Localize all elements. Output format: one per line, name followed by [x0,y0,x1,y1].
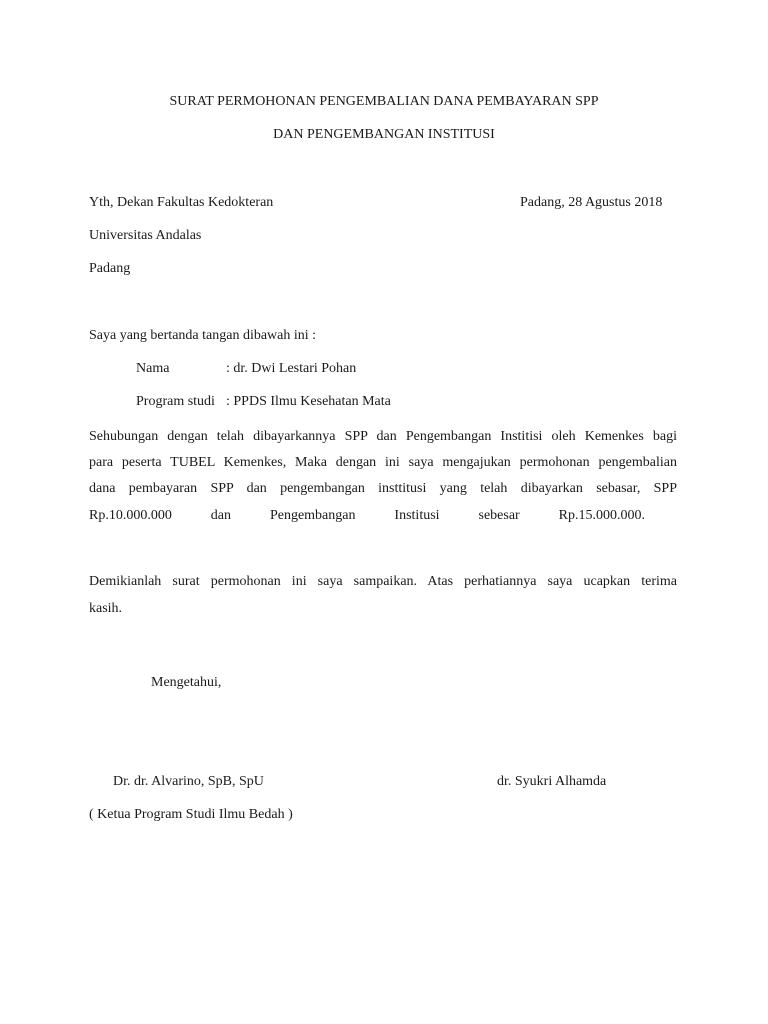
place-date: Padang, 28 Agustus 2018 [520,195,663,210]
recipient-line1: Yth, Dekan Fakultas Kedokteran [89,195,274,210]
recipient-line3: Padang [89,261,131,276]
paragraph2-line: kasih. [89,601,123,616]
field-value-name: : dr. Dwi Lestari Pohan [226,361,357,376]
signatory-left-role: ( Ketua Program Studi Ilmu Bedah ) [89,807,293,822]
intro-text: Saya yang bertanda tangan dibawah ini : [89,328,317,343]
paragraph1-line: Sehubungan dengan telah dibayarkannya SPP dan Pengembangan Institisi oleh Kemenkes bagi [89,429,677,444]
field-value-program: : PPDS Ilmu Kesehatan Mata [226,394,391,409]
recipient-line2: Universitas Andalas [89,228,202,243]
acknowledged-label: Mengetahui, [151,675,222,690]
paragraph1-line: para peserta TUBEL Kemenkes, Maka dengan ini saya mengajukan permohonan pengembalian [89,455,677,470]
field-label-name: Nama [136,361,170,376]
field-label-program: Program studi [136,394,215,409]
letter-title-line2: DAN PENGEMBANGAN INSTITUSI [273,127,495,142]
paragraph1-line: Rp.10.000.000 dan Pengembangan Institusi sebesar Rp.15.000.000. [89,508,645,523]
signatory-left-name: Dr. dr. Alvarino, SpB, SpU [113,774,264,789]
paragraph2-line: Demikianlah surat permohonan ini saya sampaikan. Atas perhatiannya saya ucapkan terima [89,574,677,589]
paragraph1-line: dana pembayaran SPP dan pengembangan insttitusi yang telah dibayarkan sebasar, SPP [89,481,677,496]
letter-title-line1: SURAT PERMOHONAN PENGEMBALIAN DANA PEMBAYARAN SPP [169,94,599,109]
signatory-right-name: dr. Syukri Alhamda [497,774,607,789]
